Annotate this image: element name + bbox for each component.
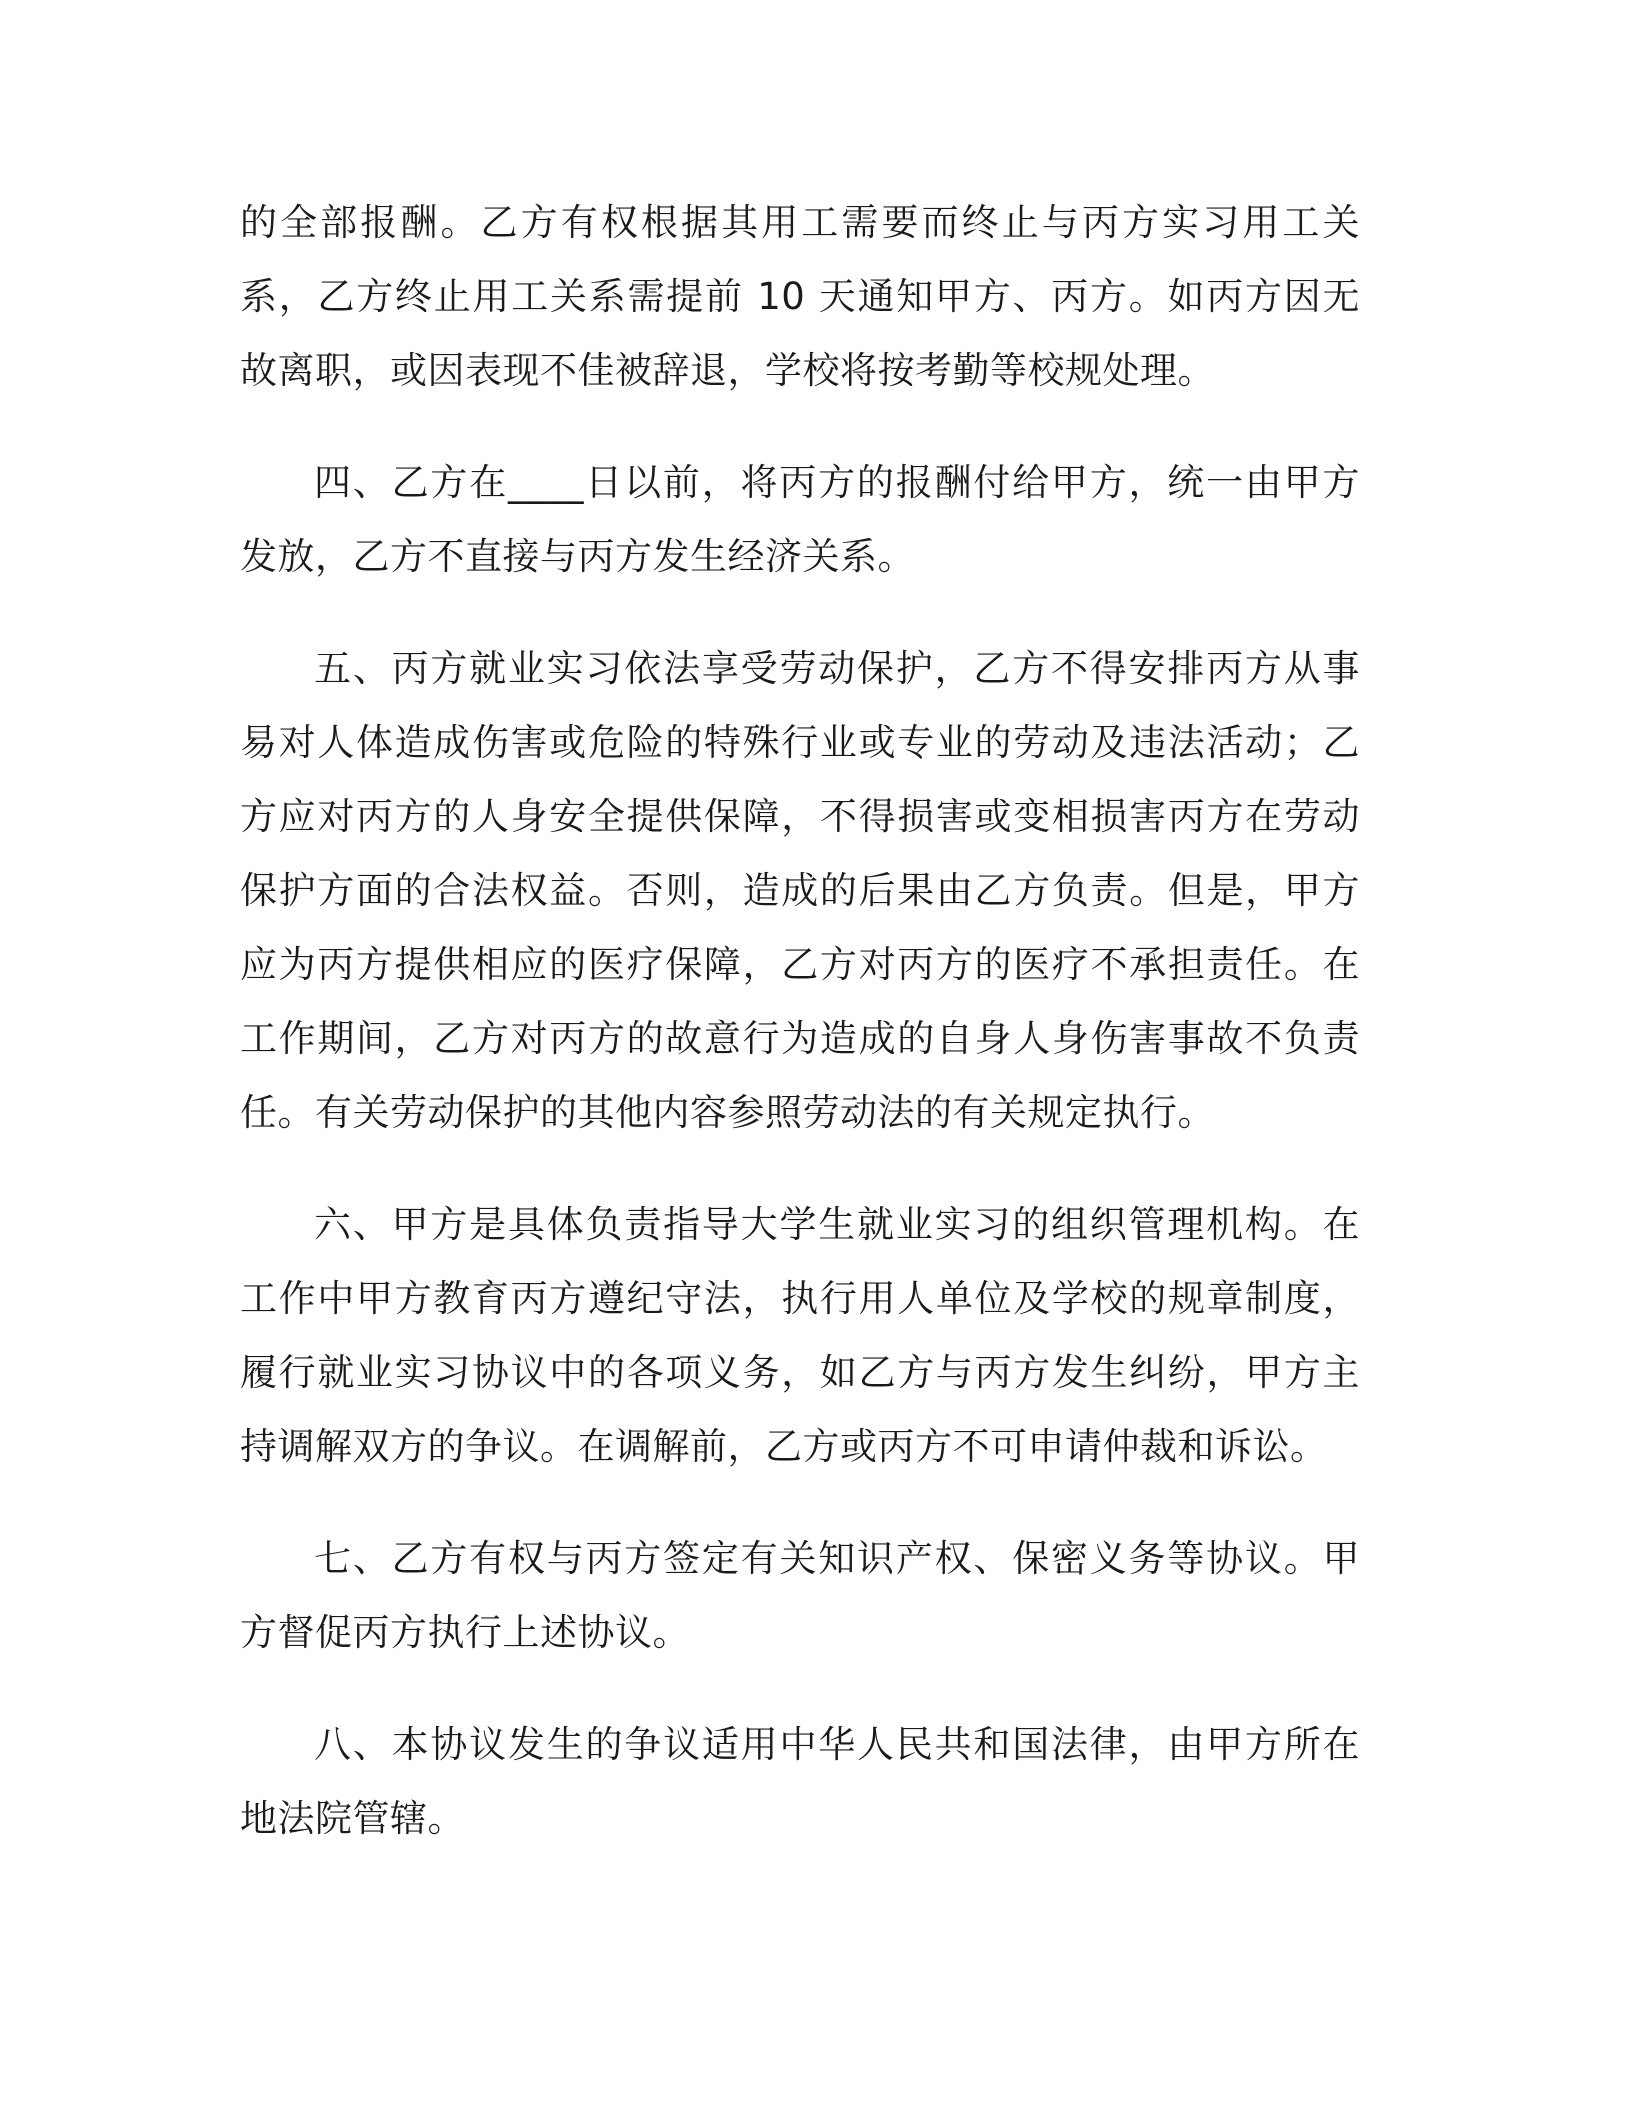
- paragraph-clause-4: 四、乙方在____日以前，将丙方的报酬付给甲方，统一由甲方发放，乙方不直接与丙方发生经济关系。: [240, 461, 1360, 578]
- document-body: [240, 186, 1360, 1894]
- paragraph-clause-7: 七、乙方有权与丙方签定有关知识产权、保密义务等协议。甲方督促丙方执行上述协议。: [240, 1537, 1360, 1654]
- paragraph-clause-6: 六、甲方是具体负责指导大学生就业实习的组织管理机构。在工作中甲方教育丙方遵纪守法，执行用人单位及学校的规章制度，履行就业实习协议中的各项义务，如乙方与丙方发生纠纷，甲方主持调解双方的争议。在调解前，乙方或丙方不可申请仲裁和诉讼。: [240, 1203, 1360, 1468]
- paragraph-clause-5: 五、丙方就业实习依法享受劳动保护，乙方不得安排丙方从事易对人体造成伤害或危险的特殊行业或专业的劳动及违法活动；乙方应对丙方的人身安全提供保障，不得损害或变相损害丙方在劳动保护方面的合法权益。否则，造成的后果由乙方负责。但是，甲方应为丙方提供相应的医疗保障，乙方对丙方的医疗不承担责任。在工作期间，乙方对丙方的故意行为造成的自身人身伤害事故不负责任。有关劳动保护的其他内容参照劳动法的有关规定执行。: [240, 647, 1360, 1134]
- paragraph-continuation: 的全部报酬。乙方有权根据其用工需要而终止与丙方实习用工关系，乙方终止用工关系需提前 10 天通知甲方、丙方。如丙方因无故离职，或因表现不佳被辞退，学校将按考勤等校规处理。: [240, 201, 1360, 392]
- paragraph-clause-8: 八、本协议发生的争议适用中华人民共和国法律，由甲方所在地法院管辖。: [240, 1723, 1360, 1840]
